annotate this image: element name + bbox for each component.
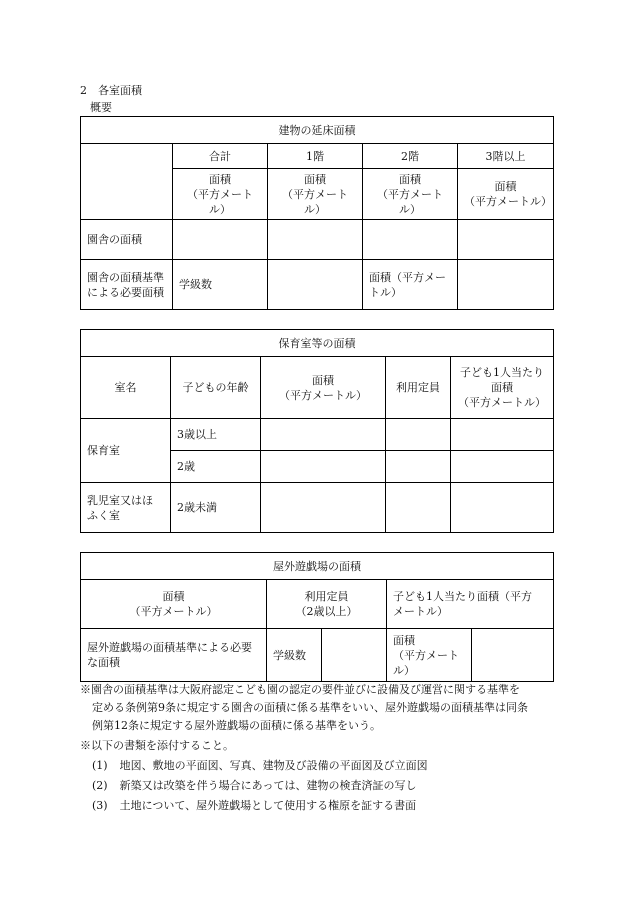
row-label: 屋外遊戯場の面積基準による必要 な面積 (81, 629, 267, 682)
nursery-room-area-table (80, 329, 554, 533)
col-header: 2階 (363, 144, 458, 169)
value-cell[interactable] (268, 260, 363, 310)
row-label: 園舎の面積 (81, 220, 173, 260)
outdoor-play-area-table (80, 552, 554, 682)
value-cell[interactable] (386, 451, 451, 483)
value-cell[interactable] (386, 483, 451, 533)
room-name: 乳児室又はほ ふく室 (81, 483, 171, 533)
class-count-label: 学級数 (173, 260, 268, 310)
section-subheading: 概要 (90, 101, 112, 114)
col-header: 室名 (81, 357, 171, 419)
age-cell: 3歳以上 (171, 419, 261, 451)
section-heading: 2 各室面積 (80, 84, 142, 97)
item-number: (3) (92, 799, 108, 812)
note-area-standard-line3: 例第12条に規定する屋外遊戯場の面積に係る基準をいう。 (92, 719, 381, 732)
value-cell[interactable] (261, 419, 386, 451)
col-header: 3階以上 (458, 144, 554, 169)
item-number: (1) (92, 759, 108, 772)
area-label: 面積 （平方メート ル） (387, 629, 472, 682)
value-cell[interactable] (322, 629, 387, 682)
table-title: 建物の延床面積 (81, 117, 554, 144)
value-cell[interactable] (458, 220, 554, 260)
value-cell[interactable] (451, 419, 554, 451)
col-header: 面積 （平方メートル） (261, 357, 386, 419)
value-cell[interactable] (173, 220, 268, 260)
item-text: 土地について、屋外遊戯場として使用する権原を証する書面 (119, 799, 417, 812)
age-cell: 2歳 (171, 451, 261, 483)
table-title: 屋外遊戯場の面積 (81, 553, 554, 580)
col-header: 利用定員 （2歳以上） (267, 580, 387, 629)
value-cell[interactable] (458, 260, 554, 310)
room-name: 保育室 (81, 419, 171, 483)
table-title: 保育室等の面積 (81, 330, 554, 357)
value-cell[interactable] (386, 419, 451, 451)
attachment-item (92, 797, 416, 815)
value-cell[interactable] (363, 220, 458, 260)
col-header: 利用定員 (386, 357, 451, 419)
row-label: 園舎の面積基準 による必要面積 (81, 260, 173, 310)
unit-cell: 面積 （平方メートル） (458, 169, 554, 220)
unit-cell: 面積 （平方メートル） (268, 169, 363, 220)
col-header: 子ども1人当たり面積（平方 メートル） (387, 580, 554, 629)
value-cell[interactable] (472, 629, 554, 682)
col-header: 合計 (173, 144, 268, 169)
class-count-label: 学級数 (267, 629, 322, 682)
attachment-item (92, 757, 428, 775)
value-cell[interactable] (451, 483, 554, 533)
blank-cell (81, 144, 173, 220)
col-header: 子どもの年齢 (171, 357, 261, 419)
value-cell[interactable] (268, 220, 363, 260)
item-number: (2) (92, 779, 108, 792)
value-cell[interactable] (261, 451, 386, 483)
item-text: 新築又は改築を伴う場合にあっては、建物の検査済証の写し (119, 779, 417, 792)
col-header: 子ども1人当たり 面積 （平方メートル） (451, 357, 554, 419)
col-header: 面積 （平方メートル） (81, 580, 267, 629)
col-header: 1階 (268, 144, 363, 169)
floor-area-table (80, 116, 554, 310)
value-cell[interactable] (261, 483, 386, 533)
age-cell: 2歳未満 (171, 483, 261, 533)
note-attachments: ※以下の書類を添付すること。 (80, 739, 234, 752)
note-area-standard-line1: ※園舎の面積基準は大阪府認定こども園の認定の要件並びに設備及び運営に関する基準を (80, 683, 520, 696)
unit-cell: 面積 （平方メートル） (363, 169, 458, 220)
area-label: 面積（平方メー トル） (363, 260, 458, 310)
note-area-standard-line2: 定める条例第9条に規定する園舎の面積に係る基準をいい、屋外遊戯場の面積基準は同条 (92, 701, 528, 714)
value-cell[interactable] (451, 451, 554, 483)
unit-cell: 面積 （平方メートル） (173, 169, 268, 220)
item-text: 地図、敷地の平面図、写真、建物及び設備の平面図及び立面図 (119, 759, 428, 772)
attachment-item (92, 777, 416, 795)
